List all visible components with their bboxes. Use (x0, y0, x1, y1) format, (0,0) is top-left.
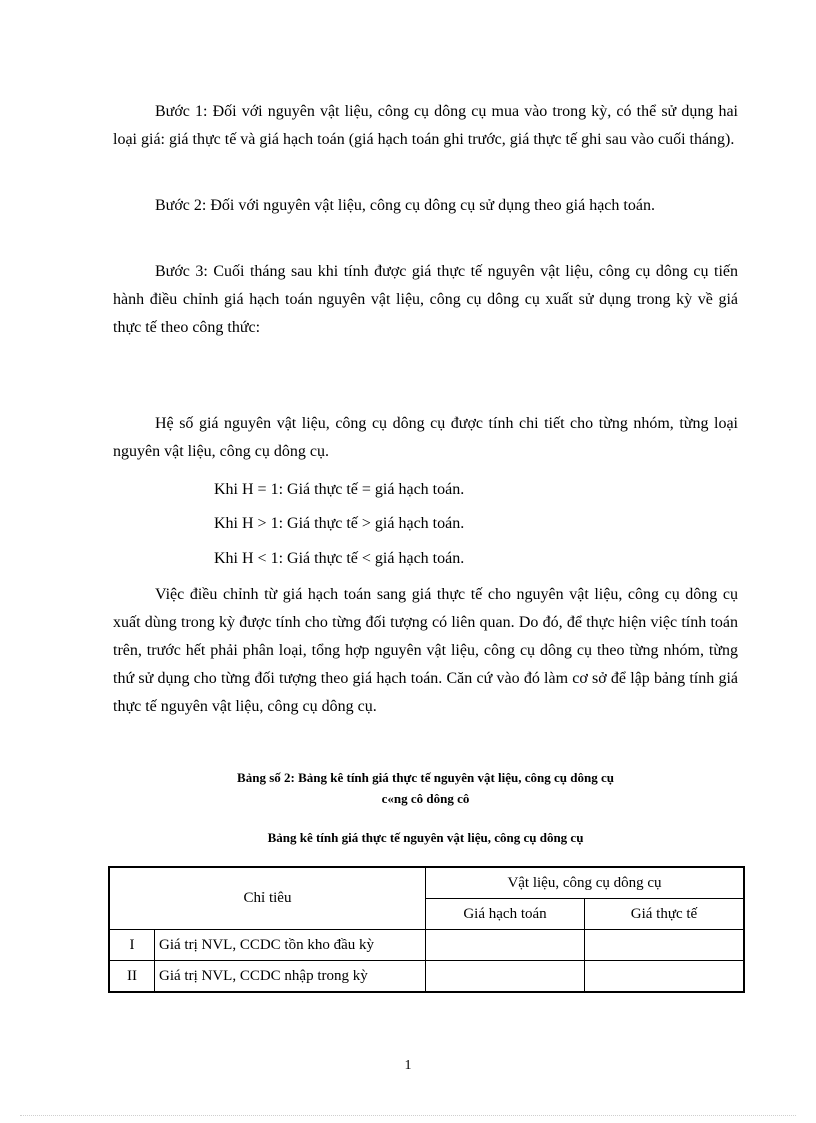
table-header-row (109, 867, 744, 899)
page-number: 1 (404, 1058, 412, 1073)
row-actual-value (585, 961, 745, 993)
row-number: I (109, 930, 155, 961)
row-accounting-value (426, 930, 585, 961)
table-subtitle: Bảng kê tính giá thực tế nguyên vật liệu, công cụ dông cụ (267, 830, 584, 845)
row-label: Giá trị NVL, CCDC nhập trong kỳ (155, 961, 426, 993)
row-accounting-value (426, 961, 585, 993)
table-caption-line-2: c«ng cô dông cô (381, 791, 470, 806)
paragraph-step-2: Bước 2: Đối với nguyên vật liệu, công cụ dông cụ sử dụng theo giá hạch toán. (155, 197, 655, 214)
paragraph-step-3: Bước 3: Cuối tháng sau khi tính được giá thực tế nguyên vật liệu, công cụ dông cụ tiến hành điều chỉnh giá hạch toán nguyên vật liệu, công cụ dông cụ xuất sử dụng trong kỳ về giá thực tế theo công thức: (113, 263, 738, 336)
page-bottom-divider (20, 1115, 796, 1116)
table-caption-line-1: Bảng số 2: Bảng kê tính giá thực tế nguyên vật liệu, công cụ dông cụ (237, 770, 614, 785)
header-accounting-price: Giá hạch toán (426, 899, 585, 930)
table-row (109, 930, 744, 961)
header-actual-price: Giá thực tế (585, 899, 745, 930)
row-actual-value (585, 930, 745, 961)
paragraph-coefficient: Hệ số giá nguyên vật liệu, công cụ dông cụ được tính chi tiết cho từng nhóm, từng loại nguyên vật liệu, công cụ dông cụ. (113, 415, 738, 460)
header-group: Vật liệu, công cụ dông cụ (426, 867, 745, 899)
header-indicator: Chỉ tiêu (109, 867, 426, 930)
table-row (109, 961, 744, 993)
case-h-less-1: Khi H < 1: Giá thực tế < giá hạch toán. (214, 550, 465, 567)
row-number: II (109, 961, 155, 993)
case-h-greater-1: Khi H > 1: Giá thực tế > giá hạch toán. (214, 515, 465, 532)
case-h-equal-1: Khi H = 1: Giá thực tế = giá hạch toán. (214, 481, 465, 498)
price-table (108, 866, 745, 993)
row-label: Giá trị NVL, CCDC tồn kho đầu kỳ (155, 930, 426, 961)
paragraph-step-1: Bước 1: Đối với nguyên vật liệu, công cụ dông cụ mua vào trong kỳ, có thể sử dụng hai loại giá: giá thực tế và giá hạch toán (giá hạch toán ghi trước, giá thực tế ghi sau vào cuối tháng). (113, 103, 738, 148)
paragraph-adjustment: Việc điều chỉnh từ giá hạch toán sang giá thực tế cho nguyên vật liệu, công cụ dông cụ xuất dùng trong kỳ được tính cho từng đối tượng có liên quan. Do đó, để thực hiện việc tính toán trên, trước hết phải phân loại, tổng hợp nguyên vật liệu, công cụ dông cụ theo từng nhóm, từng thứ sử dụng cho từng đối tượng theo giá hạch toán. Căn cứ vào đó làm cơ sở để lập bảng tính giá thực tế nguyên vật liệu, công cụ dông cụ. (113, 586, 738, 715)
formula-placeholder (113, 350, 738, 400)
